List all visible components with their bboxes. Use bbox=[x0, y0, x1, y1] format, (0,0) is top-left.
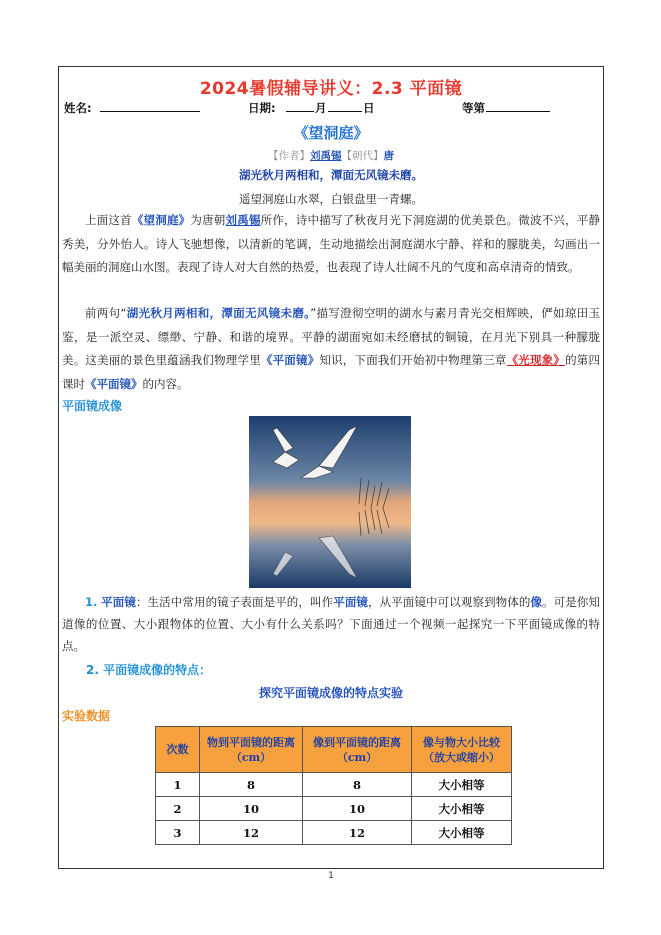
chapter-link[interactable]: 《光现象》 bbox=[506, 353, 566, 368]
term-plane-mirror-def: 平面镜 bbox=[101, 595, 136, 609]
poem-line-2: 遥望洞庭山水翠，白银盘里一青螺。 bbox=[239, 192, 423, 206]
item-1-paragraph: 1. 平面镜：生活中常用的镜子表面是平的，叫作平面镜，从平面镜中可以观察到物体的像。可是你知道像的位置、大小跟物体的位置、大小有什么关系吗？下面通过一个视频一起探究一下平面镜成像的特点。 bbox=[62, 595, 601, 653]
name-label: 姓名: bbox=[64, 101, 92, 115]
table-cell: 12 bbox=[303, 821, 412, 845]
experiment-data-table bbox=[155, 726, 512, 845]
intro-paragraph-2: 前两句“湖光秋月两相和，潭面无风镜未磨。”描写澄彻空明的湖水与素月青光交相辉映，俨如琼田玉鉴，是一派空灵、缥缈、宁静、和谐的境界。平静的湖面宛如未经磨拭的铜镜，在月光下别具一种朦胧美。这美丽的景色里蕴涵我们物理学里《平面镜》知识，下面我们开始初中物理第三章《光现象》的第四课时《平面镜》的内容。 bbox=[62, 306, 601, 391]
poem-title: 《望洞庭》 bbox=[293, 124, 369, 142]
table-cell: 10 bbox=[303, 797, 412, 821]
table-cell: 3 bbox=[156, 821, 200, 845]
date-label: 日期: bbox=[248, 101, 276, 115]
col-header-object-distance: 物到平面镜的距离 （cm） bbox=[200, 727, 303, 773]
col-header-trial: 次数 bbox=[156, 727, 200, 773]
table-row bbox=[156, 773, 512, 797]
table-header-row bbox=[156, 727, 512, 773]
table-cell: 1 bbox=[156, 773, 200, 797]
quote-line-2: 潭面无风镜未磨。 bbox=[221, 306, 311, 320]
poem-meta bbox=[58, 148, 604, 163]
col-header-image-distance: 像到平面镜的距离 （cm） bbox=[303, 727, 412, 773]
table-cell: 大小相等 bbox=[412, 797, 512, 821]
author-ref-link[interactable]: 刘禹锡 bbox=[225, 213, 261, 227]
table-row bbox=[156, 797, 512, 821]
experiment-title: 探究平面镜成像的特点实验 bbox=[258, 686, 403, 700]
student-info-row bbox=[64, 100, 594, 116]
month-label: 月 bbox=[315, 101, 327, 115]
quote-line-1: 湖光秋月两相和 bbox=[126, 306, 210, 320]
table-row bbox=[156, 821, 512, 845]
author-link[interactable]: 刘禹锡 bbox=[310, 150, 342, 162]
section-plane-mirror-imaging: 平面镜成像 bbox=[62, 399, 123, 413]
table-cell: 大小相等 bbox=[412, 821, 512, 845]
table-cell: 2 bbox=[156, 797, 200, 821]
item-2-heading: 2. 平面镜成像的特点： bbox=[86, 663, 212, 677]
intro-paragraph-1: 上面这首《望洞庭》为唐朝刘禹锡所作，诗中描写了秋夜月光下洞庭湖的优美景色。微波不兴，平静秀美，分外怡人。诗人飞驰想像，以清新的笔调，生动地描绘出洞庭湖水宁静、祥和的朦胧美，勾画出一幅美丽的洞庭山水图。表现了诗人对大自然的热爱，也表现了诗人壮阔不凡的气度和高卓清奇的情致。 bbox=[62, 213, 601, 275]
table-cell: 12 bbox=[200, 821, 303, 845]
poem-line-1: 湖光秋月两相和，潭面无风镜未磨。 bbox=[239, 168, 423, 182]
table-cell: 10 bbox=[200, 797, 303, 821]
poem-title-ref: 《望洞庭》 bbox=[131, 213, 191, 227]
table-cell: 8 bbox=[303, 773, 412, 797]
section-experiment-data: 实验数据 bbox=[62, 709, 111, 723]
lesson-ref: 《平面镜》 bbox=[85, 376, 143, 391]
dynasty-link[interactable]: 唐 bbox=[383, 150, 394, 162]
term-plane-mirror: 《平面镜》 bbox=[260, 353, 320, 368]
table-cell: 8 bbox=[200, 773, 303, 797]
dynasty-tag: 【朝代】 bbox=[341, 150, 384, 162]
day-label: 日 bbox=[363, 101, 375, 115]
page-number: 1 bbox=[328, 871, 334, 881]
table-cell: 大小相等 bbox=[412, 773, 512, 797]
col-header-size-compare: 像与物大小比较 （放大或缩小） bbox=[412, 727, 512, 773]
document-title: 2024暑假辅导讲义：2.3 平面镜 bbox=[199, 79, 463, 99]
grade-label: 等第 bbox=[462, 101, 485, 115]
cranes-reflection-image bbox=[249, 416, 411, 588]
author-tag: 【作者】 bbox=[268, 150, 310, 162]
